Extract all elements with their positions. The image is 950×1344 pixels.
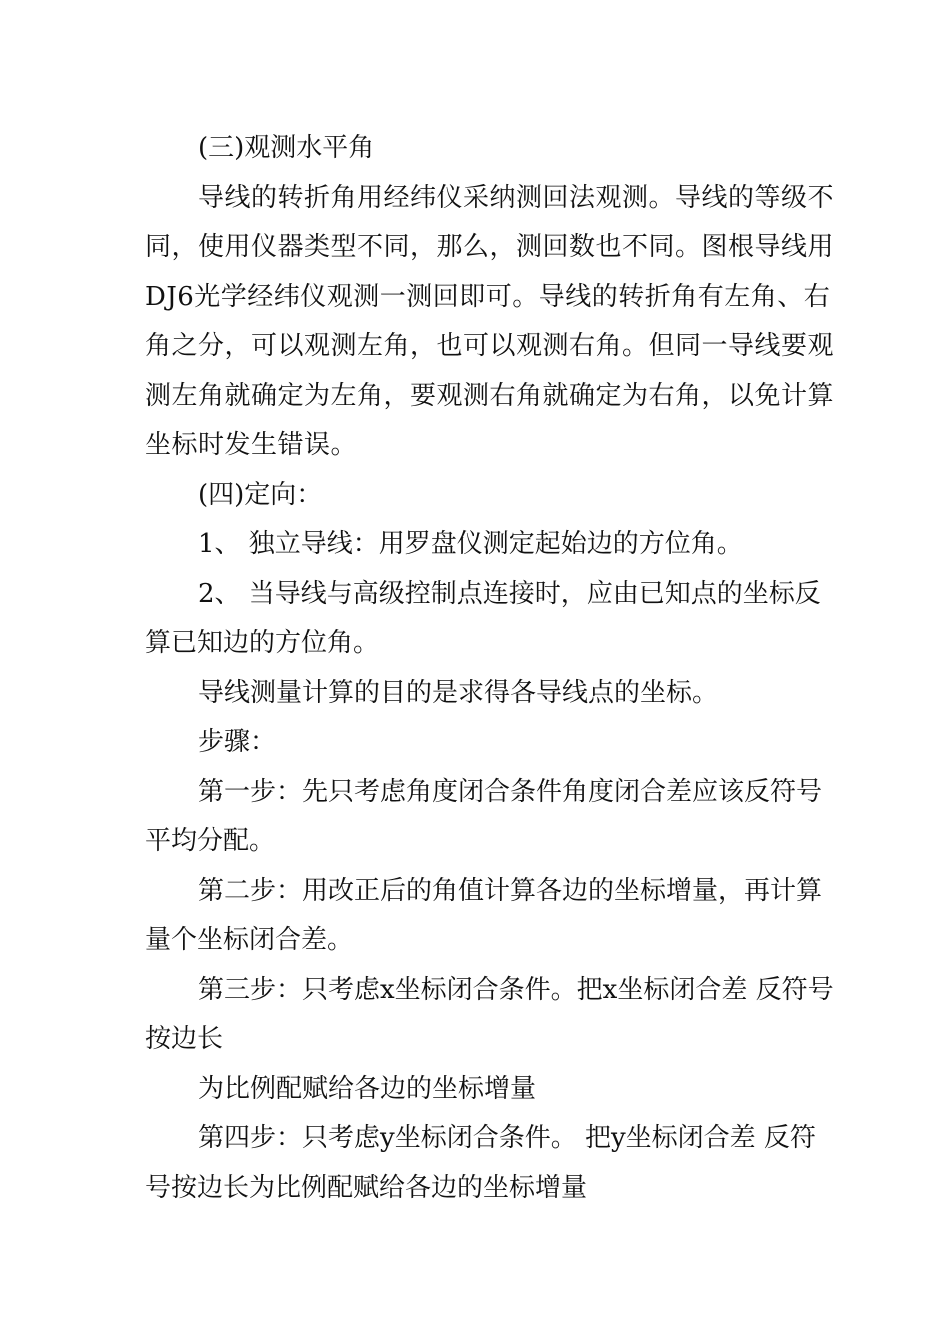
step-2: 第二步：用改正后的角值计算各边的坐标增量，再计算量个坐标闭合差。	[145, 875, 823, 955]
steps-heading: 步骤：	[198, 727, 277, 757]
step-1: 第一步：先只考虑角度闭合条件角度闭合差应该反符号平均分配。	[145, 776, 823, 856]
section-heading-horizontal-angle: (三)观测水平角	[198, 133, 375, 163]
list-item-2: 2、 当导线与高级控制点连接时，应由已知点的坐标反算已知边的方位角。	[145, 578, 821, 658]
step-3-continued: 为比例配赋给各边的坐标增量	[198, 1073, 537, 1104]
document-body	[145, 124, 835, 1213]
paragraph-turning-angle: 导线的转折角用经纬仪采纳测回法观测。导线的等级不同，使用仪器类型不同，那么，测回数也不同。图根导线用DJ6光学经纬仪观测一测回即可。导线的转折角有左角、右角之分，可以观测左角，也可以观测右角。但同一导线要观测左角就确定为左角，要观测右角就确定为右角，以免计算坐标时发生错误。	[145, 182, 835, 460]
list-item-1: 1、 独立导线：用罗盘仪测定起始边的方位角。	[198, 529, 743, 559]
step-3: 第三步：只考虑x坐标闭合条件。把x坐标闭合差 反符号按边长	[145, 974, 834, 1054]
paragraph-calculation-purpose: 导线测量计算的目的是求得各导线点的坐标。	[198, 677, 719, 708]
section-heading-orientation: (四)定向：	[198, 479, 323, 510]
step-4: 第四步：只考虑y坐标闭合条件。 把y坐标闭合差 反符号按边长为比例配赋给各边的坐标增量	[145, 1123, 816, 1203]
